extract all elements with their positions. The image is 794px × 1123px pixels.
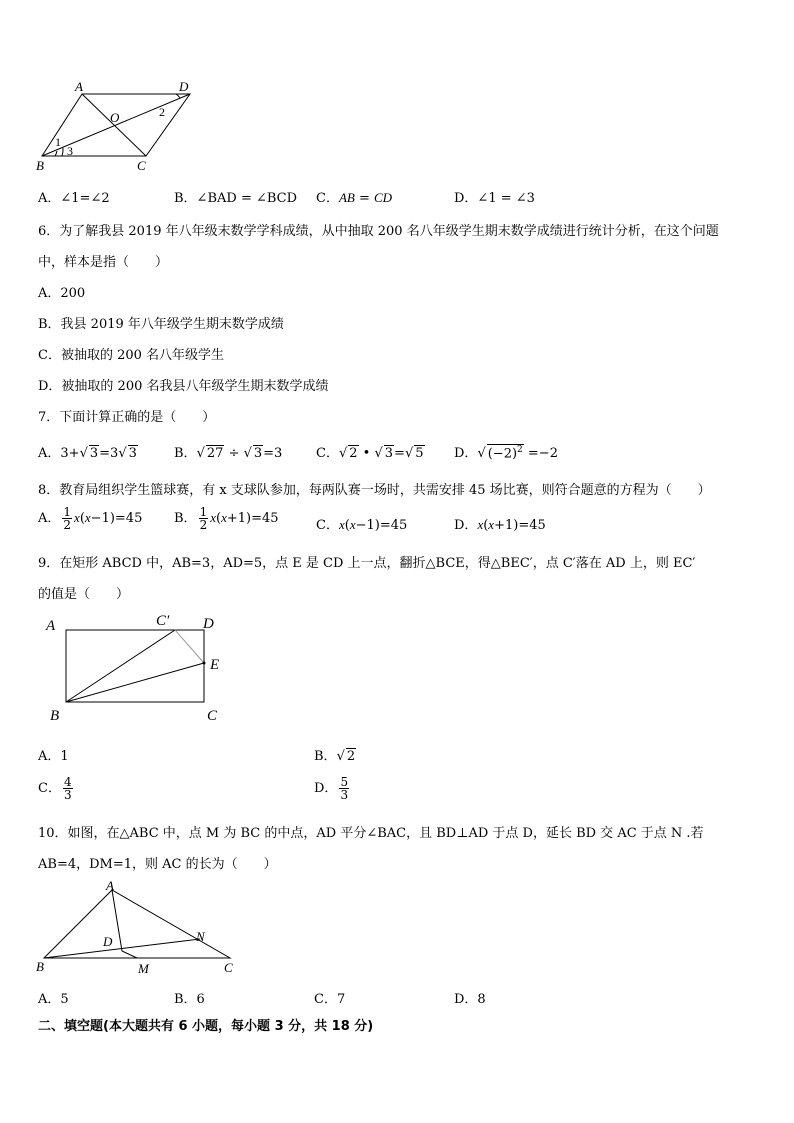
label-M: M [138, 961, 149, 976]
q7-option-c: C．√ 2 • √ 3=√ 5 [316, 446, 424, 461]
label-D: D [203, 616, 214, 632]
q10-option-d: D．8 [454, 992, 486, 1007]
label-B: B [36, 158, 44, 173]
q9-option-b: B．√ 2 [314, 749, 356, 764]
label-B: B [50, 708, 60, 724]
label-C: C [207, 708, 218, 724]
q6-option-b: B．我县 2019 年八年级学生期末数学成绩 [38, 317, 284, 332]
label-A: A [75, 79, 83, 94]
q10-option-b: B．6 [174, 992, 205, 1007]
label-C: C [224, 960, 233, 975]
q10-option-c: C．7 [314, 992, 346, 1007]
q9-option-d: D． $\frac{5}{3}$ [314, 775, 349, 802]
q5-option-a: A．∠1=∠2 [38, 191, 110, 206]
label-O: O [110, 110, 120, 125]
label-3: 3 [67, 144, 73, 158]
label-A: A [106, 878, 114, 893]
q7-option-a: A．3+√ 3=3√ 3 [38, 446, 137, 461]
section-heading: 二、填空题(本大题共有 6 小题，每小题 3 分，共 18 分) [38, 1019, 374, 1034]
q6-stem-line2: 中，样本是指（ ） [38, 255, 169, 270]
label-C-prime: C′ [156, 613, 170, 629]
label-C: C [137, 158, 146, 173]
parallelogram-figure [30, 76, 200, 176]
q9-stem-line2: 的值是（ ） [38, 587, 130, 602]
q5-option-c: C．AB = CD [316, 190, 393, 206]
q10-stem-line1: 10．如图，在△ABC 中，点 M 为 BC 的中点，AD 平分∠BAC，且 BD⊥AD 于点 D，延长 BD 交 AC 于点 N .若 [38, 826, 704, 841]
q10-option-a: A．5 [38, 992, 69, 1007]
rectangle-fold-figure [40, 610, 240, 725]
label-B: B [36, 959, 44, 974]
label-2: 2 [159, 105, 165, 119]
q8-option-a: A． $\frac{1}{2}$ x(x−1)=45 [38, 505, 143, 532]
q6-option-c: C．被抽取的 200 名八年级学生 [38, 348, 225, 363]
q9-option-c: C． $\frac{4}{3}$ [38, 775, 72, 802]
label-E: E [210, 657, 220, 673]
label-A: A [46, 618, 56, 634]
q7-stem: 7．下面计算正确的是（ ） [38, 410, 216, 425]
q9-option-a: A．1 [38, 749, 69, 764]
q8-stem: 8．教育局组织学生篮球赛，有 x 支球队参加，每两队赛一场时，共需安排 45 场比赛，则符合题意的方程为（ ） [38, 483, 711, 498]
q5-option-b: B．∠BAD = ∠BCD [174, 191, 298, 206]
q7-option-b: B．√ 27 ÷ √ 3=3 [174, 446, 283, 461]
label-D: D [103, 934, 113, 949]
q8-option-c: C．x(x−1)=45 [316, 517, 408, 533]
triangle-figure [30, 878, 250, 978]
q5-option-d: D．∠1 = ∠3 [454, 191, 535, 206]
q6-option-a: A．200 [38, 286, 86, 301]
q8-option-d: D．x(x+1)=45 [454, 517, 546, 533]
q8-option-b: B． $\frac{1}{2}$ x(x+1)=45 [174, 505, 279, 532]
q9-stem-line1: 9．在矩形 ABCD 中，AB=3，AD=5，点 E 是 CD 上一点，翻折△BCE，得△BEC′，点 C′落在 AD 上，则 EC′ [38, 556, 696, 571]
label-N: N [196, 929, 205, 944]
q10-stem-line2: AB=4，DM=1，则 AC 的长为（ ） [38, 857, 277, 872]
q6-option-d: D．被抽取的 200 名我县八年级学生期末数学成绩 [38, 379, 329, 394]
q6-stem-line1: 6．为了解我县 2019 年八年级末数学学科成绩，从中抽取 200 名八年级学生期末数学成绩进行统计分析，在这个问题 [38, 224, 719, 239]
label-D: D [179, 79, 189, 94]
q7-option-d: D．√ $(-2)^2 =-2$ [454, 444, 558, 461]
label-1: 1 [55, 135, 61, 149]
